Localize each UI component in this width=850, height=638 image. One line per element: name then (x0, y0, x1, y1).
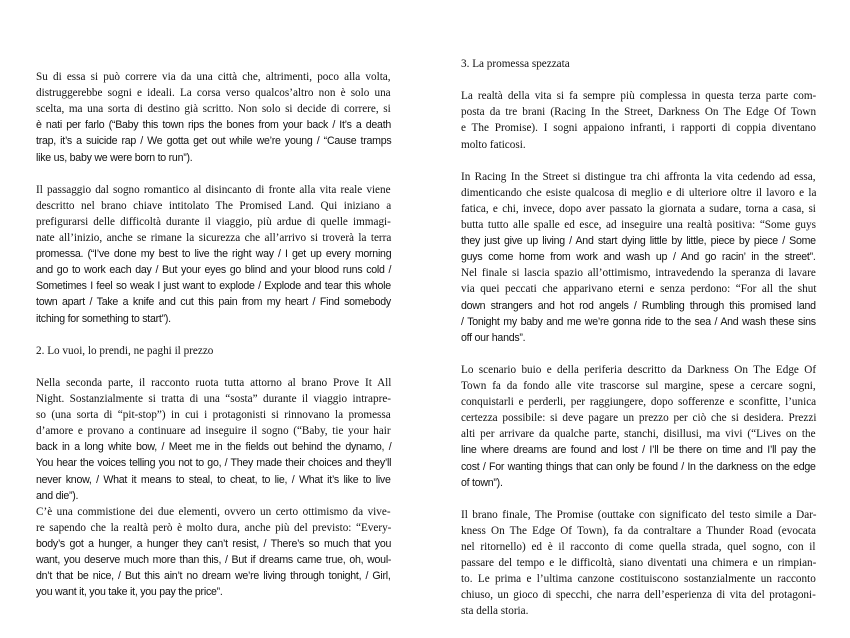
text-line: fatica, e chi, invece, dopo aver passato la giornata a sudare, torna a casa, si (461, 202, 816, 215)
text-line: scelta, ma una sorta di destino già scritto. Non solo si decide di correre, si (36, 103, 391, 116)
text-line: C’è una commistione dei due elementi, ovvero un certo ottimismo da vive- (36, 505, 391, 518)
text-line: Su di essa si può correre via da una città che, altrimenti, poco alla volta, (36, 71, 391, 83)
text-line: promessa. (“I’ve done my best to live the right way / I get up every morning (36, 248, 392, 261)
text-line: Night. Sostanzialmente si tratta di una “sosta” durante il viaggio intrapre- (36, 393, 392, 405)
text-line: 2. Lo vuoi, lo prendi, ne paghi il prezzo (36, 344, 214, 357)
text-line: body’s got a hunger, a hunger they can’t resist, / There’s so much that you (36, 537, 392, 550)
text-line: re sapendo che la realtà però è molto dura, anche più del previsto: “Every- (36, 521, 392, 534)
text-line: back in a long white bow, / Meet me in the fields out behind the dynamo, / (36, 441, 392, 454)
text-line: prefigurarsi delle difficoltà durante il viaggio, più ardue di quelle immagi- (36, 215, 391, 228)
text-line: certezza possibile: si deve pagare un prezzo per ciò che si desidera. Prezzi (461, 412, 817, 425)
text-line: like us, baby we were born to run”). (36, 151, 193, 164)
text-line: Il brano finale, The Promise (outtake con significato del testo simile a Dar- (461, 508, 817, 521)
text-line: e The Promise). I sogni appaiono infranti, i rapporti di coppia diventano (461, 122, 816, 135)
text-line: never know, / What it means to steal, to cheat, to lie, / What it’s like to live (36, 473, 391, 486)
text-line: La realtà della vita si fa sempre più complessa in questa terza parte com- (461, 90, 817, 103)
text-line: Nel finale si lascia spazio all’ottimismo, intravedendo la speranza di lavare (461, 267, 816, 280)
text-line: d’amore e provano a continuare ad inseguire il sogno (“Baby, tie your hair (36, 425, 391, 438)
text-line: You hear the voices telling you not to go, / They made their choices and they’ll (36, 457, 392, 470)
text-line: molto faticosi. (461, 138, 526, 151)
text-line: chiuso, un gioco di specchi, che narra dell’esperienza di vita del protagoni- (461, 589, 816, 602)
text-line: 3. La promessa spezzata (461, 58, 570, 70)
text-line: distruggerebbe sogni e ideali. La corsa verso qualcos’altro non è solo una (36, 87, 391, 100)
text-line: Lo scenario buio e della periferia descritto da Darkness On The Edge Of (461, 363, 817, 376)
text-line: nate all’inizio, anche se rimane la sicurezza che all’arrivo si troverà la terra (36, 232, 392, 244)
text-line: In Racing In the Street si distingue tra chi affronta la vita cedendo ad essa, (461, 170, 816, 183)
text-line: descritto nel brano chiave intitolato The Promised Land. Qui iniziano a (36, 199, 392, 212)
right-page (461, 0, 816, 638)
text-line: sta della storia. (461, 605, 529, 618)
text-line: conquistarli e perderli, per raggiungere, dopo sofferenze e sconfitte, l’unica (461, 396, 817, 409)
text-line: dimenticando che esiste qualcosa di meglio e di ulteriore oltre il lavoro e la (461, 186, 817, 199)
text-line: guys come home from work and wash up / And go racin’ in the street”. (461, 251, 816, 264)
text-line: Il passaggio dal sogno romantico al disincanto di fronte alla vita reale viene (36, 183, 391, 196)
text-line: and go to work each day / But your eyes go blind and your blood runs cold / (36, 264, 392, 277)
text-line: line where dreams are found and lost / I’ll be there on time and I’ll pay the (461, 444, 816, 457)
text-line: itching for something to start”). (36, 312, 171, 325)
text-line: Town fa da fondo alle vite trascorse sul margine, spese a cercare sogni, (461, 380, 816, 392)
text-line: nel ritornello) ed è il racconto di come quella strada, quel sogno, con il (461, 541, 816, 553)
text-line: è nati per farlo (“Baby this town rips the bones from your back / It’s a death (36, 119, 392, 132)
text-line: posta da tre brani (Racing In the Street, Darkness On The Edge Of Town (461, 106, 817, 119)
text-line: of town”). (461, 476, 503, 489)
left-page (36, 0, 391, 638)
text-line: so (una sorta di “pit-stop”) in cui i protagonisti si rinnovano la promessa (36, 409, 391, 422)
text-line: dn’t that be nice, / But this ain’t no dream we’re living through tonight, / Girl, (36, 570, 391, 583)
text-line: you want it, you take it, you pay the price”. (36, 586, 223, 599)
text-line: down strangers and hot rod angels / Rumbling through this promised land (461, 299, 816, 312)
text-line: passare del tempo e le difficoltà, siano diventati una chimera e un rimpian- (461, 557, 817, 570)
text-line: cost / For wanting things that can only be found / In the darkness on the edge (461, 460, 816, 473)
text-line: off our hands”. (461, 331, 526, 344)
text-line: want, you deserve much more than this, / But if dreams came true, oh, woul- (36, 554, 392, 566)
text-line: alti per arrivare da qualche parte, stanchi, disillusi, ma vivi (“Lives on the (461, 428, 816, 441)
text-line: via quei peccati che apparivano eterni e senza perdono: “For all the shut (461, 283, 817, 296)
text-line: and die”). (36, 489, 79, 502)
text-line: Nella seconda parte, il racconto ruota tutta attorno al brano Prove It All (36, 376, 392, 389)
text-line: kness On The Edge Of Town), fa da contraltare a Thunder Road (evocata (461, 524, 816, 537)
text-line: / Tonight my baby and me we’re gonna ride to the sea / And wash these sins (461, 315, 816, 328)
text-line: Sometimes I feel so weak I just want to explode / Explode and tear this whole (36, 280, 391, 293)
text-line: they just give up living / And start dying little by little, piece by piece / Some (461, 235, 816, 248)
text-line: to. Le prima e l’ultima canzone costituiscono sostanzialmente un racconto (461, 573, 816, 586)
text-line: butta tutto alle spalle ed esce, ad inseguire una realtà positiva: “Some guys (461, 219, 816, 231)
text-line: town apart / Take a knife and cut this pain from my heart / Find somebody (36, 296, 391, 309)
text-line: trap, it’s a suicide rap / We gotta get out while we’re young / “Cause tramps (36, 135, 392, 148)
